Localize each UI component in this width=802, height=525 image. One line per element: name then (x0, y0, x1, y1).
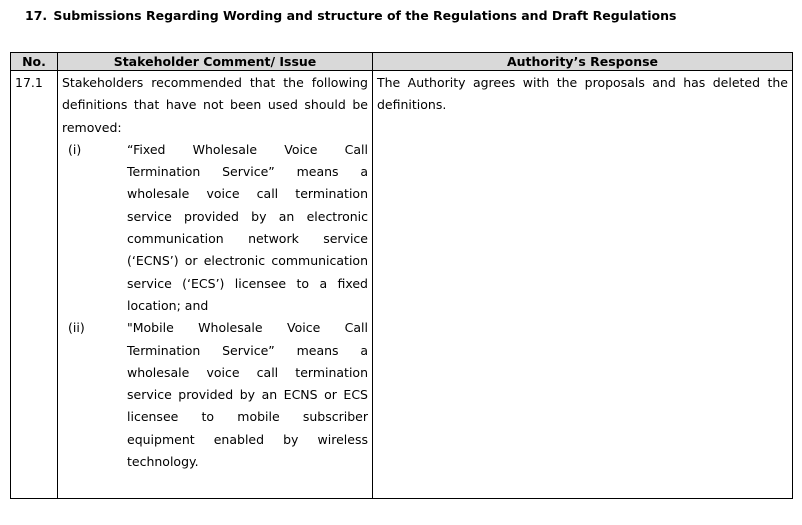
definition-item (62, 317, 368, 473)
header-no: No. (11, 53, 58, 71)
header-response: Authority’s Response (373, 53, 793, 71)
header-comment: Stakeholder Comment/ Issue (58, 53, 373, 71)
definition-text: "Mobile Wholesale Voice Call Termination Service” means a wholesale voice call termination service provided by an ECNS or ECS licensee to mobile subscriber equipment enabled by wireless technology. (127, 320, 368, 470)
definition-number: (ii) (68, 320, 85, 336)
response-cell: The Authority agrees with the proposals and has deleted the definitions. (373, 71, 793, 499)
section-title: Submissions Regarding Wording and structure of the Regulations and Draft Regulations (53, 8, 677, 23)
section-heading (25, 8, 676, 23)
comment-intro: Stakeholders recommended that the following definitions that have not been used should be removed: (62, 75, 368, 135)
definition-number: (i) (68, 141, 82, 157)
table-row (11, 71, 793, 499)
row-number: 17.1 (11, 71, 58, 499)
section-number: 17. (25, 8, 48, 23)
submissions-table (10, 52, 793, 499)
definition-item (62, 139, 368, 317)
comment-cell (58, 71, 373, 499)
definition-text: “Fixed Wholesale Voice Call Termination Service” means a wholesale voice call termination service provided by an electronic communication network service (‘ECNS’) or electronic communication service (‘ECS’) licensee to a fixed location; and (127, 141, 368, 313)
table-header-row (11, 53, 793, 71)
